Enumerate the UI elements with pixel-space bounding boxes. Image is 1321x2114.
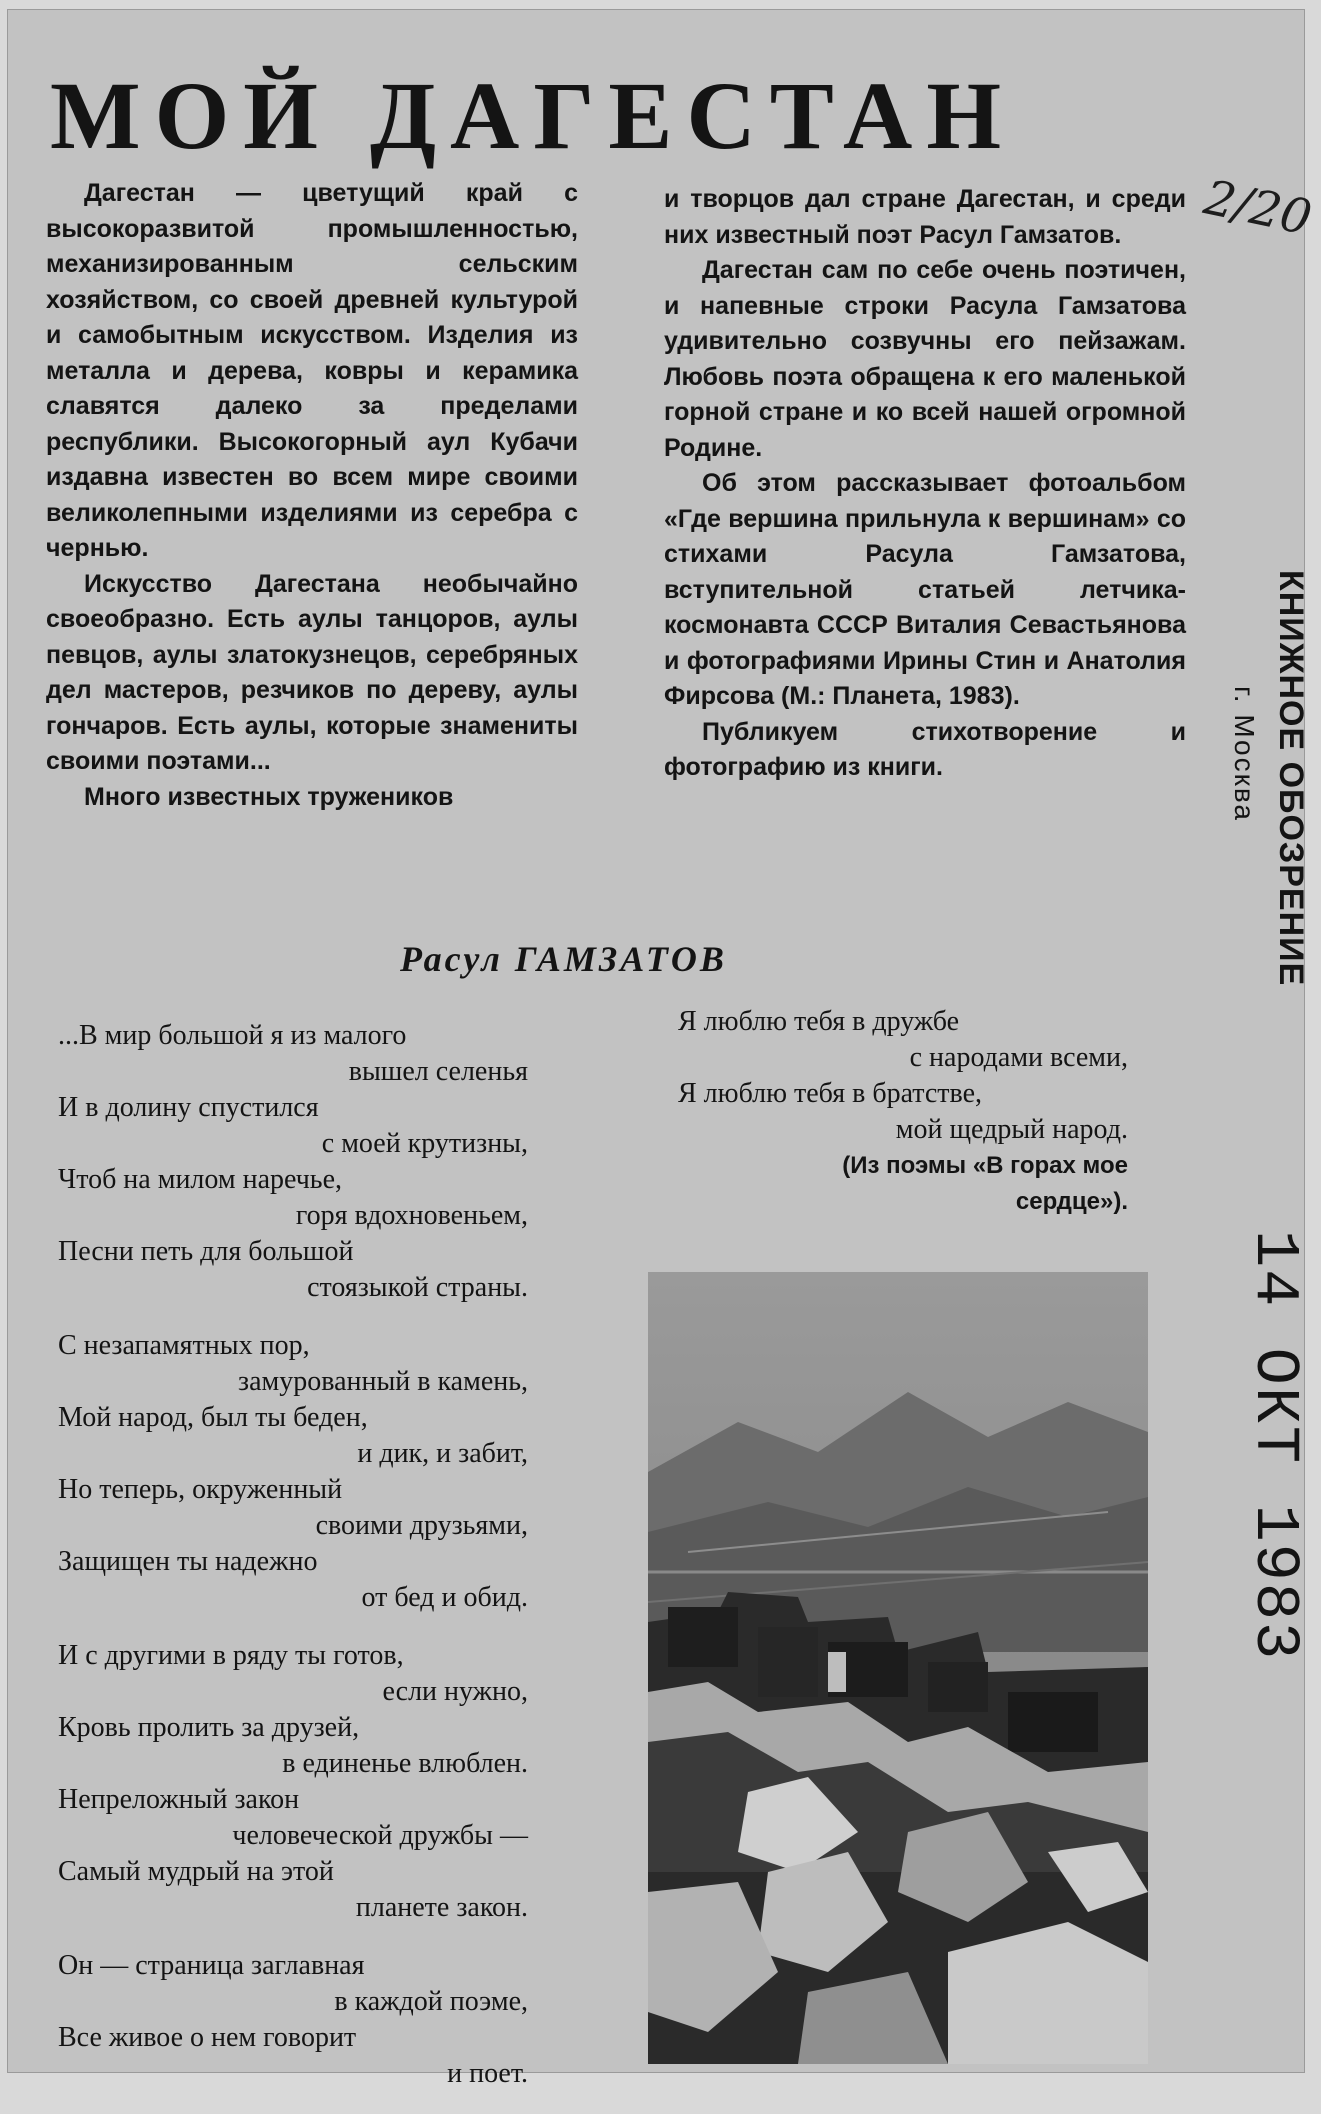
- poem-line: Непреложный закон: [58, 1784, 300, 1815]
- poem-stanza: [58, 1018, 558, 1306]
- poem-line: с моей крутизны,: [321, 1128, 528, 1159]
- poem-column-right: [678, 1004, 1148, 1220]
- poem-line: Кровь пролить за друзей,: [58, 1712, 360, 1743]
- poem-line: Я люблю тебя в дружбе: [678, 1006, 960, 1037]
- handwritten-note: 2/20: [1199, 169, 1317, 247]
- poem-line: планете закон.: [355, 1892, 528, 1923]
- poem-line: мой щедрый народ.: [895, 1114, 1128, 1145]
- poem-line: и дик, и забит,: [357, 1438, 528, 1469]
- poem-line: Я люблю тебя в братстве,: [678, 1078, 982, 1109]
- poem-line: и поет.: [447, 2058, 528, 2089]
- poem-stanza: [58, 1328, 558, 1616]
- poem-line: горя вдохновеньем,: [295, 1200, 528, 1231]
- poem-line: И в долину спустился: [58, 1092, 319, 1123]
- intro-paragraph: Дагестан сам по себе очень поэтичен, и напевные строки Расула Гамзатова удивительно созвучны его пейзажам. Любовь поэта обращена к его маленькой горной стране и ко всей нашей огромной Родине.: [664, 256, 1186, 462]
- poem-line: Он — страница заглавная: [58, 1950, 365, 1981]
- poem-line: Чтоб на милом наречье,: [58, 1164, 343, 1195]
- poem-line: в каждой поэме,: [334, 1986, 528, 2017]
- poem-stanza: [58, 1638, 558, 1926]
- poem-line: Самый мудрый на этой: [58, 1856, 334, 1887]
- poem-line: от бед и обид.: [361, 1582, 528, 1613]
- intro-column-right: [664, 182, 1186, 786]
- intro-paragraph: Много известных тружеников: [84, 782, 454, 811]
- poem-source: сердце»).: [1015, 1188, 1128, 1215]
- poem-source: (Из поэмы «В горах мое: [842, 1152, 1128, 1179]
- date-stamp: 14 ОКТ 1983: [1239, 1230, 1310, 1662]
- poem-line: С незапамятных пор,: [58, 1330, 310, 1361]
- intro-paragraph: Дагестан — цветущий край с высокоразвитой промышленностью, механизированным сельским хозяйством, со своей древней культурой и самобытным искусством. Изделия из металла и дерева, ковры и керамика славятся далеко за пределами республики. Высокогорный аул Кубачи издавна известен во всем мире своими великолепными изделиями из серебра с чернью.: [46, 179, 578, 562]
- newspaper-clipping: [8, 10, 1317, 2089]
- poem-line: И с другими в ряду ты готов,: [58, 1640, 404, 1671]
- intro-paragraph: и творцов дал стране Дагестан, и среди них известный поэт Расул Гамзатов.: [664, 185, 1186, 249]
- poem-column-left: [58, 1018, 558, 2114]
- intro-paragraph: Публикуем стихотворение и фотографию из книги.: [664, 717, 1186, 781]
- poem-line: с народами всеми,: [909, 1042, 1128, 1073]
- poem-stanza: [58, 1948, 558, 2092]
- poem-line: своими друзьями,: [315, 1510, 528, 1541]
- author-byline: Расул ГАМЗАТОВ: [400, 939, 727, 979]
- poem-line: Защищен ты надежно: [58, 1546, 318, 1577]
- poem-line: ...В мир большой я из малого: [58, 1020, 407, 1051]
- publication-city: г. Москва: [1229, 686, 1260, 822]
- poem-line: Все живое о нем говорит: [58, 2022, 357, 2053]
- publication-name: КНИЖНОЕ ОБОЗРЕНИЕ: [1272, 570, 1310, 987]
- intro-paragraph: Искусство Дагестана необычайно своеобразно. Есть аулы танцоров, аулы певцов, аулы златокузнецов, серебряных дел мастеров, резчиков по дереву, аулы гончаров. Есть аулы, которые знамениты своими поэтами...: [46, 569, 578, 775]
- intro-column-left: [46, 176, 578, 815]
- poem-line: человеческой дружбы —: [232, 1820, 528, 1851]
- article-title: МОЙ ДАГЕСТАН: [50, 62, 1016, 169]
- intro-paragraph: Об этом рассказывает фотоальбом «Где вершина прильнула к вершинам» со стихами Расула Гамзатова, вступительной статьей летчика-космонавта СССР Виталия Севастьянова и фотографиями Ирины Стин и Анатолия Фирсова (М.: Планета, 1983).: [664, 469, 1186, 710]
- poem-line: если нужно,: [382, 1676, 528, 1707]
- poem-line: стоязыкой страны.: [307, 1272, 528, 1303]
- photo-image: [648, 1272, 1148, 2064]
- publication-info: [1198, 570, 1308, 1670]
- poem-line: в единенье влюблен.: [282, 1748, 528, 1779]
- poem-line: Песни петь для большой: [58, 1236, 354, 1267]
- poem-line: Но теперь, окруженный: [58, 1474, 343, 1505]
- poem-line: Мой народ, был ты беден,: [58, 1402, 368, 1433]
- poem-line: замурованный в камень,: [238, 1366, 528, 1397]
- poem-line: вышел селенья: [348, 1056, 528, 1087]
- mountain-village-photo: [648, 1272, 1148, 2064]
